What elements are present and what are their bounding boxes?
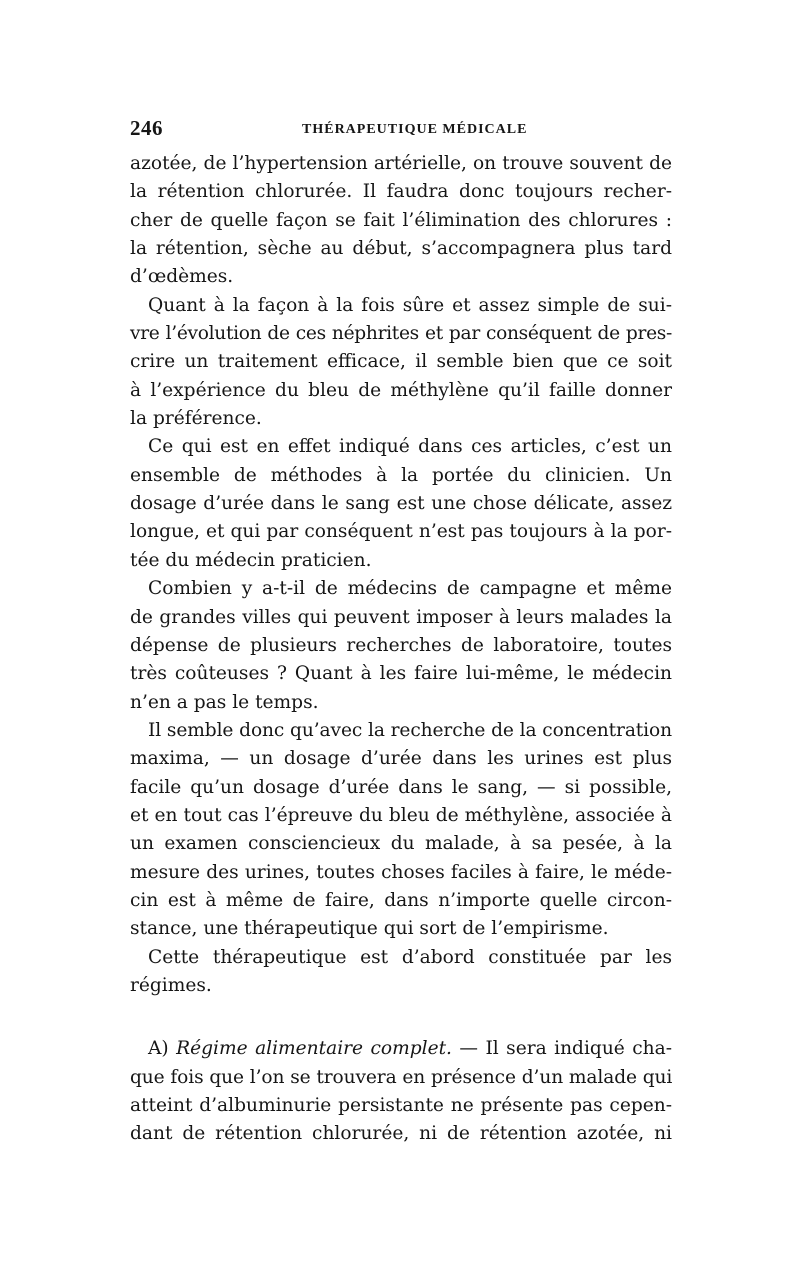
text-line: crire un traitement efficace, il semble bien que ce soit bbox=[130, 351, 672, 373]
text-line bbox=[130, 433, 672, 461]
paragraph-5 bbox=[130, 717, 672, 944]
paragraph-2 bbox=[130, 292, 672, 434]
text-line: la rétention, sèche au début, s’accompagnera plus tard bbox=[130, 238, 672, 260]
text-line: facile qu’un dosage d’urée dans le sang, — si possible, bbox=[130, 776, 672, 798]
section-title: Régime alimentaire complet. bbox=[176, 1038, 452, 1060]
section-a-heading-line bbox=[130, 1035, 672, 1063]
text-line: d’œdèmes. bbox=[130, 266, 234, 288]
page-number: 246 bbox=[130, 116, 163, 140]
text-line: mesure des urines, toutes choses faciles à faire, le méde- bbox=[130, 861, 672, 883]
text-line: ensemble de méthodes à la portée du clinicien. Un bbox=[130, 464, 672, 486]
paragraph-4 bbox=[130, 575, 672, 717]
running-title: THÉRAPEUTIQUE MÉDICALE bbox=[302, 122, 528, 137]
text-line: très coûteuses ? Quant à les faire lui-même, le médecin bbox=[130, 663, 672, 685]
text-line bbox=[130, 944, 672, 972]
text-line: un examen consciencieux du malade, à sa pesée, à la bbox=[130, 833, 672, 855]
paragraph-6 bbox=[130, 944, 672, 1001]
text-line: dant de rétention chlorurée, ni de rétention azotée, ni bbox=[130, 1123, 672, 1145]
body-text bbox=[130, 150, 672, 1149]
text-line: et en tout cas l’épreuve du bleu de méthylène, associée à bbox=[130, 804, 672, 826]
text-line: de grandes villes qui peuvent imposer à leurs malades la bbox=[130, 606, 672, 628]
text-line: que fois que l’on se trouvera en présence d’un malade qui bbox=[130, 1066, 673, 1088]
section-a-paragraph bbox=[130, 1035, 672, 1148]
paragraph-3 bbox=[130, 433, 672, 575]
text-line-content: Combien y a-t-il de médecins de campagne et même bbox=[148, 578, 672, 600]
text-line-content: Ce qui est en effet indiqué dans ces articles, c’est un bbox=[148, 436, 672, 458]
text-line: cin est à même de faire, dans n’importe quelle circon- bbox=[130, 889, 672, 911]
text-line-content: Quant à la façon à la fois sûre et assez simple de sui- bbox=[148, 294, 672, 316]
text-line-content: — Il sera indiqué cha- bbox=[459, 1038, 672, 1060]
text-line: dosage d’urée dans le sang est une chose délicate, assez bbox=[130, 493, 672, 515]
section-label: A) bbox=[148, 1038, 169, 1060]
running-head bbox=[130, 113, 672, 143]
text-line: vre l’évolution de ces néphrites et par conséquent de pres- bbox=[130, 323, 672, 345]
text-line: azotée, de l’hypertension artérielle, on trouve souvent de bbox=[130, 153, 672, 174]
text-line: longue, et qui par conséquent n’est pas toujours à la por- bbox=[130, 521, 672, 543]
text-line bbox=[130, 575, 672, 603]
text-line: maxima, — un dosage d’urée dans les urines est plus bbox=[130, 748, 672, 770]
paragraph-1 bbox=[130, 150, 672, 292]
text-line: stance, une thérapeutique qui sort de l’empirisme. bbox=[130, 918, 609, 940]
text-line: atteint d’albuminurie persistante ne présente pas cepen- bbox=[130, 1095, 672, 1116]
text-line: dépense de plusieurs recherches de laboratoire, toutes bbox=[130, 634, 672, 656]
text-line bbox=[130, 292, 672, 320]
text-line bbox=[130, 717, 672, 745]
text-line: tée du médecin praticien. bbox=[130, 549, 372, 571]
text-line: à l’expérience du bleu de méthylène qu’il faille donner bbox=[130, 379, 672, 401]
text-line: la préférence. bbox=[130, 408, 262, 430]
text-line-content: Cette thérapeutique est d’abord constituée par les bbox=[148, 946, 672, 968]
text-line: n’en a pas le temps. bbox=[130, 691, 319, 713]
text-line: régimes. bbox=[130, 974, 212, 996]
text-line: cher de quelle façon se fait l’élimination des chlorures : bbox=[130, 209, 672, 231]
text-line: la rétention chlorurée. Il faudra donc toujours recher- bbox=[130, 181, 672, 203]
section-spacer bbox=[130, 1000, 672, 1035]
text-line-content: Il semble donc qu’avec la recherche de la concentration bbox=[148, 719, 672, 741]
